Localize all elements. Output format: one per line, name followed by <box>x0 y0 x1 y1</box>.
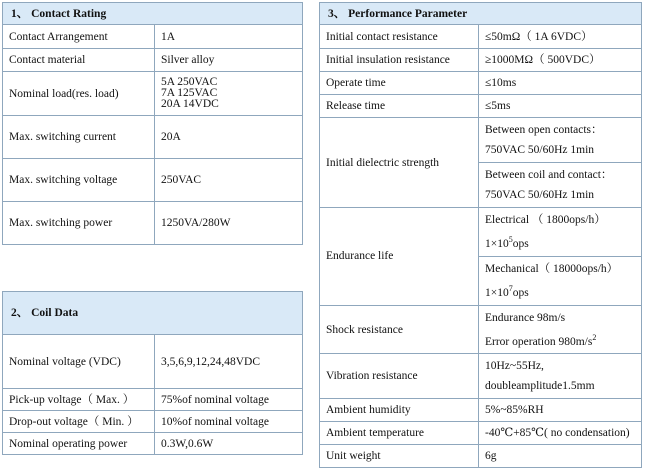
contact-rating-title: 1、 Contact Rating <box>3 3 303 25</box>
row-value: 0.3W,0.6W <box>155 433 303 455</box>
row-value: 250VAC <box>155 159 303 202</box>
value-line: 7A 125VAC <box>161 87 218 99</box>
table-row <box>3 202 303 245</box>
row-value: 3,5,6,9,12,24,48VDC <box>155 335 303 389</box>
value-line: 5A 250VAC <box>161 76 218 88</box>
table-row <box>3 433 303 455</box>
row-value: 20A <box>155 116 303 159</box>
value-text: Error operation 980m/s <box>485 335 593 348</box>
row-label: Pick-up voltage（ Max. ） <box>3 389 155 411</box>
table-row <box>3 411 303 433</box>
row-label: Contact material <box>3 49 155 72</box>
row-label: Max. switching current <box>3 116 155 159</box>
row-value: 10%of nominal voltage <box>155 411 303 433</box>
table-row <box>320 118 642 163</box>
value-exponent: 7 <box>508 283 513 293</box>
row-value <box>479 208 642 257</box>
row-value: 6g <box>479 445 642 468</box>
row-label: Vibration resistance <box>320 354 479 399</box>
row-value: -40℃+85℃( no condensation) <box>479 422 642 445</box>
coil-data-title: 2、 Coil Data <box>3 292 303 335</box>
value-text: 1×10 <box>485 237 509 250</box>
row-value: ≤5ms <box>479 95 642 118</box>
value-line <box>485 230 635 254</box>
row-label: Initial dielectric strength <box>320 118 479 208</box>
value-line: Endurance 98m/s <box>485 311 566 324</box>
table-row <box>3 116 303 159</box>
row-value: 1250VA/280W <box>155 202 303 245</box>
table-row <box>320 399 642 422</box>
row-label: Max. switching voltage <box>3 159 155 202</box>
value-line: Electrical （ 1800ops/h） <box>485 214 606 226</box>
row-value <box>479 354 642 399</box>
table-row <box>320 95 642 118</box>
performance-parameter-table <box>319 2 642 468</box>
row-value: ≤10ms <box>479 72 642 95</box>
row-label: Operate time <box>320 72 479 95</box>
table-row <box>3 389 303 411</box>
value-line: 10Hz~55Hz, <box>485 360 544 373</box>
value-line: 750VAC 50/60Hz 1min <box>485 189 595 201</box>
table-row <box>320 49 642 72</box>
row-label: Drop-out voltage（ Min. ） <box>3 411 155 433</box>
table-row <box>320 354 642 399</box>
row-value <box>479 163 642 208</box>
row-label: Contact Arrangement <box>3 25 155 49</box>
value-line <box>485 328 635 352</box>
value-line <box>485 279 635 303</box>
value-line: Between open contacts： <box>485 124 603 136</box>
value-line: doubleamplitude1.5mm <box>485 380 595 393</box>
table-row <box>320 72 642 95</box>
value-exponent: 5 <box>508 235 513 244</box>
value-line: 750VAC 50/60Hz 1min <box>485 144 595 156</box>
row-label: Max. switching power <box>3 202 155 245</box>
row-label: Initial contact resistance <box>320 25 479 49</box>
value-unit: ops <box>512 286 529 299</box>
row-label: Unit weight <box>320 445 479 468</box>
table-row <box>320 422 642 445</box>
row-value <box>479 118 642 163</box>
value-line: 20A 14VDC <box>161 98 219 110</box>
row-label: Initial insulation resistance <box>320 49 479 72</box>
row-label: Nominal operating power <box>3 433 155 455</box>
row-value <box>479 256 642 305</box>
table-row <box>320 305 642 354</box>
table-row <box>320 208 642 257</box>
row-label: Release time <box>320 95 479 118</box>
value-line: Mechanical（ 18000ops/h） <box>485 262 619 275</box>
value-exponent: 2 <box>592 332 597 342</box>
row-value: 75%of nominal voltage <box>155 389 303 411</box>
row-value <box>155 72 303 116</box>
coil-data-table <box>2 291 303 455</box>
row-label: Ambient humidity <box>320 399 479 422</box>
contact-rating-table <box>2 2 303 245</box>
row-label: Endurance life <box>320 208 479 306</box>
table-row <box>320 445 642 468</box>
row-value: Silver alloy <box>155 49 303 72</box>
table-row <box>320 25 642 49</box>
value-text: 1×10 <box>485 286 509 299</box>
row-value: ≥1000MΩ（ 500VDC） <box>479 49 642 72</box>
value-unit: ops <box>512 237 529 250</box>
table-row <box>3 159 303 202</box>
table-row <box>3 72 303 116</box>
row-value: 5%~85%RH <box>479 399 642 422</box>
row-value: 1A <box>155 25 303 49</box>
row-label: Ambient temperature <box>320 422 479 445</box>
row-label: Nominal voltage (VDC) <box>3 335 155 389</box>
row-label: Shock resistance <box>320 305 479 354</box>
row-value: ≤50mΩ（ 1A 6VDC） <box>479 25 642 49</box>
table-row <box>3 335 303 389</box>
table-row <box>3 25 303 49</box>
performance-parameter-title: 3、 Performance Parameter <box>320 3 642 25</box>
table-row <box>3 49 303 72</box>
row-label: Nominal load(res. load) <box>3 72 155 116</box>
value-line: Between coil and contact： <box>485 169 613 181</box>
row-value <box>479 305 642 354</box>
